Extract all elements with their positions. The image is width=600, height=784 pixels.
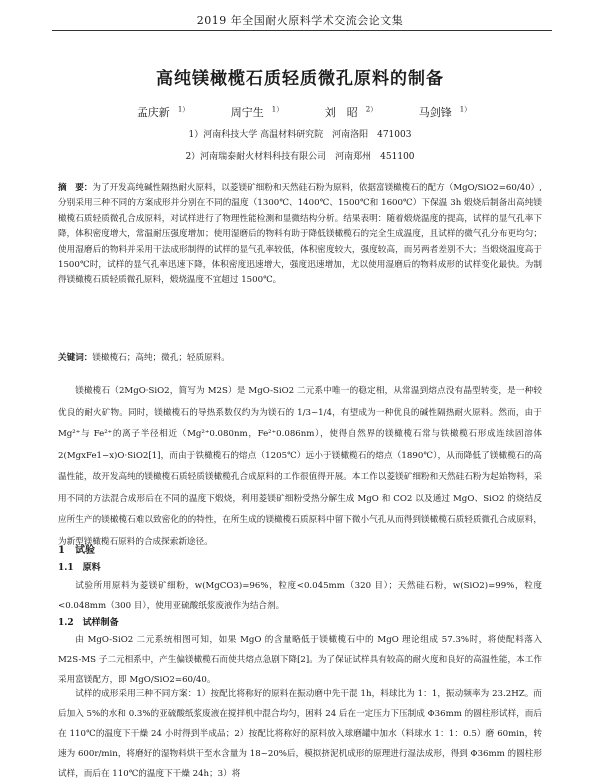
running-header: 2019 年全国耐火原料学术交流会论文集: [196, 14, 404, 27]
sample-prep-paragraph-2: 试样的成形采用三种不同方案：1）按配比将称好的原料在振动磨中先干混 1h，料球比为 1：1，振动频率为 23.2HZ。而后加入 5%的水和 0.3%的亚硫酸纸浆废液在搅拌机中混合均匀，困料 24 后在一定压力下压制成 Φ36mm 的圆柱形试样，而后在 110℃的温度下干燥 24 小时得到半成品；2）按配比将称好的原料放入球磨罐中加水（料球水 1：1：0.5）磨 60min，转速为 600r/min，将磨好的湿物料烘干至水含量为 18~20%后，模拟挤泥机成形的原理进行湿法成形，得到 Φ36mm 的圆柱形试样，而后在 110℃的温度下干燥 24h；3）将: [58, 689, 542, 779]
keywords: [58, 351, 542, 366]
raw-materials-paragraph: 试验所用原料为菱镁矿细粉，w(MgCO3)=96%，粒度<0.045mm（320 目）；天然硅石粉，w(SiO2)=99%，粒度<0.048mm（300 目），使用亚硫酸纸浆废液作为结合剂。: [58, 581, 542, 611]
subsection-heading-sample-prep: 1.2 试样制备: [58, 618, 119, 628]
author: [223, 106, 283, 119]
abstract-text: 为了开发高纯碱性隔热耐火原料，以菱镁矿细粉和天然硅石粉为原料，依据富镁橄榄石的配方（MgO/SiO2=60/40）,分别采用三种不同的方案成形并分别在不同的温度（1300℃、1400℃、1500℃和 1600℃）下保温 3h 煅烧后制备出高纯镁橄榄石质轻质微孔合成原料，对试样进行了物理性能检测和显微结构分析。结果表明：随着煅烧温度的提高，试样的显气孔率下降，体积密度增大，常温耐压强度增加；使用湿磨后的物料有助于降低镁橄榄石的完全生成温度，且试样的微气孔分布更均匀；使用湿磨后的物料并采用干法成形制得的试样的显气孔率较低，体积密度较大，强度较高，而另两者差别不大；当煅烧温度高于 1500℃时，试样的显气孔率迅速下降，体积密度迅速增大，强度迅速增加，尤以使用湿磨后的物料成形的试样变化最快。为制得镁橄榄石质轻质微孔原料，煅烧温度不宜超过 1500℃。: [58, 183, 543, 286]
author-affiliation-mark: 2）: [365, 105, 378, 114]
author-affiliation-mark: 1）: [459, 105, 472, 114]
section-heading-experiment: 1 试验: [58, 545, 95, 556]
introduction-paragraph: 镁橄榄石（2MgO·SiO2，简写为 M2S）是 MgO-SiO2 二元系中唯一的稳定相，从常温到熔点没有晶型转变，是一种较优良的耐火矿物。同时，镁橄榄石的导热系数仅约为为镁石的 1/3~1/4，有望成为一种优良的碱性隔热耐火原料。然而，由于 Mg²⁺与 Fe²⁺的离子半径相近（Mg²⁺0.080nm，Fe²⁺0.086nm），使得自然界的镁橄榄石常与铁橄榄石形成连续固溶体 2(MgxFe1−x)O·SiO2[1]，而由于铁橄榄石的熔点（1205℃）远小于镁橄榄石的熔点（1890℃），从而降低了镁橄榄石的高温性能，故开发高纯的镁橄榄石质轻质镁橄榄孔合成原料的工作很值得开展。本工作以菱镁矿细粉和天然硅石粉为起始物料，采用不同的方法混合成形后在不同的温度下煅烧，利用菱镁矿细粉受热分解生成 MgO 和 CO2 以及通过 MgO、SiO2 的烧结反应所生产的镁橄榄石难以致密化的的特性，在所生成的镁橄榄石质原料中留下微小气孔从而得到镁橄榄石质轻质微孔合成原料，为新型镁橄榄石原料的合成探索新途径。: [58, 386, 542, 547]
author-name: 刘 昭: [324, 106, 358, 119]
author: [317, 106, 377, 119]
keywords-text: 镁橄榄石；高纯；微孔；轻质原料。: [92, 353, 230, 363]
header-divider: [52, 30, 552, 31]
sample-prep-paragraph-1: 由 MgO-SiO2 二元系统相图可知，如果 MgO 的含量略低于镁橄榄石中的 MgO 理论组成 57.3%时，将使配料落入 M2S-MS 子二元相系中，产生偏镁橄榄石而使共熔点急剧下降[2]。为了保证试样具有较高的耐火度和良好的高温性能，本工作采用富镁配方，即 MgO/SiO2=60/40。: [58, 635, 542, 685]
author-name: 马剑锋: [418, 106, 452, 119]
author-list: [0, 104, 600, 120]
author-affiliation-mark: 1）: [271, 105, 284, 114]
author: [129, 106, 189, 119]
affiliation-2: 2）河南瑞泰耐火材料科技有限公司 河南郑州 451100: [185, 152, 415, 162]
author-affiliation-mark: 1）: [177, 105, 190, 114]
abstract: [58, 181, 542, 289]
author: [411, 106, 471, 119]
paper-title: 高纯镁橄榄石质轻质微孔原料的制备: [156, 69, 444, 89]
subsection-heading-raw-materials: 1.1 原料: [58, 563, 101, 573]
keywords-label: 关键词：: [58, 353, 93, 363]
author-name: 孟庆新: [136, 106, 170, 119]
abstract-label: 摘 要：: [58, 183, 93, 193]
affiliation-1: 1）河南科技大学 高温材料研究院 河南洛阳 471003: [188, 130, 412, 140]
author-name: 周宁生: [230, 106, 264, 119]
